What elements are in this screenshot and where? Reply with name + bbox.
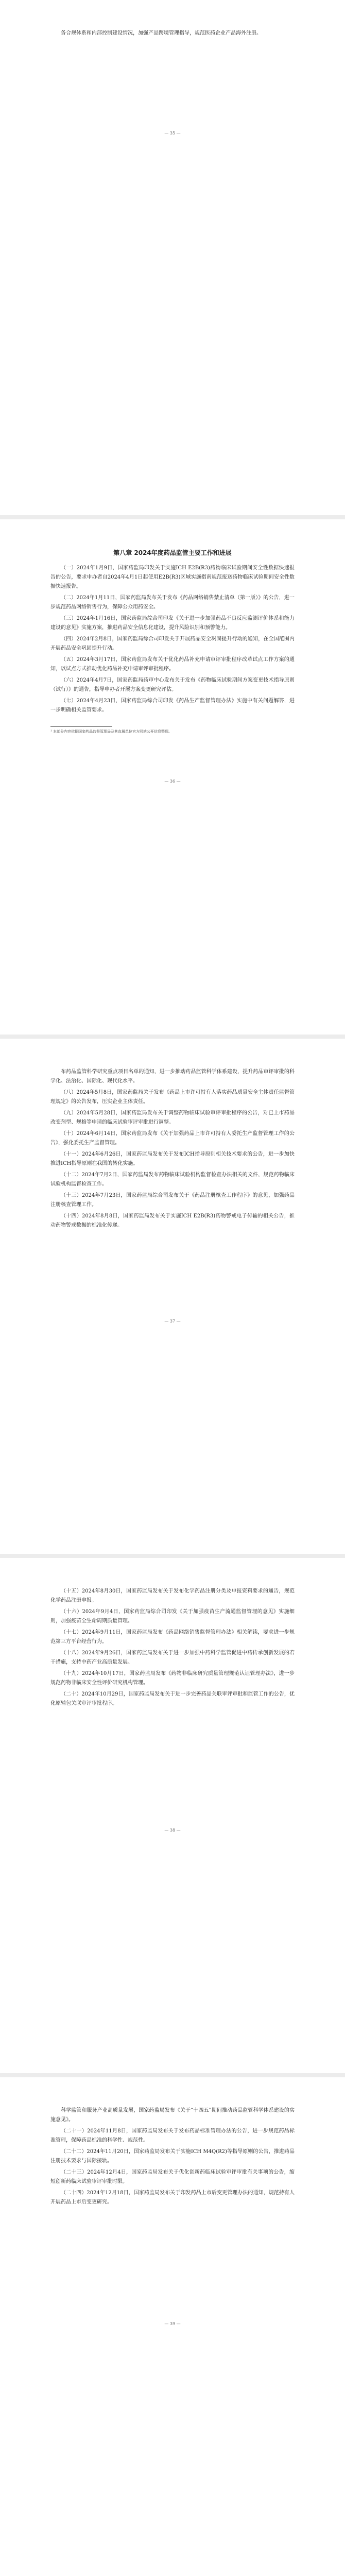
footnote-divider [50,726,112,727]
paragraph: （二十二）2024年11月20日，国家药监局发布关于实施ICH M4Q(R2)等指导原则的公告，推进药品注册技术要求与国际接轨。 [50,2149,295,2164]
paragraph: 布药品监管科学研究重点项目名单的通知，进一步推动药品监管科学体系建设，提升药品审评审批的科学化、法治化、国际化、现代化水平。 [50,1069,295,1084]
paragraph: （十四）2024年8月8日，国家药监局发布关于实施ICH E2B(R3)药物警戒电子传输的相关公告，推动药物警戒数据的标准化传递。 [50,1213,295,1228]
paragraph: （十五）2024年8月30日，国家药监局发布关于发布化学药品注册分类及申报资料要求的通告，规范化学药品注册申报。 [50,1588,295,1603]
paragraph: （十七）2024年9月11日，国家药监局发布《药品网络销售监督管理办法》相关解读，要求进一步规范第三方平台经营行为。 [50,1630,295,1645]
paragraph: （二十三）2024年12月4日，国家药监局发布关于优化创新药临床试验审评审批有关事项的公告，缩短创新药临床试验审评审批时限。 [50,2170,295,2184]
paragraph: （十八）2024年9月26日，国家药监局发布关于进一步加强中药科学监管促进中药传承创新发展的若干措施，支持中药产业高质量发展。 [50,1650,295,1665]
paragraph: （七）2024年4月23日，国家药监局综合司印发《药品生产监督管理办法》实施中有关问题解答，进一步明确相关监管要求。 [50,698,295,713]
page-number: — 38 — [164,1828,181,1833]
paragraph: 科学监管和服务产业高质量发展，国家药监局发布《关于“十四五”期间推动药品监管科学体系建设的实施意见》。 [50,2108,295,2123]
page-1-body [50,29,295,38]
page-3-body [50,1067,295,1230]
paragraph: （二）2024年1月11日，国家药监局发布关于发布《药品网络销售禁止清单（第一版）》的公告，进一步规范药品网络销售行为，保障公众用药安全。 [50,595,295,610]
paragraph: （十三）2024年7月23日，国家药监局综合司发布关于《药品注册核查工作程序》的意见，加强药品注册核查管理工作。 [50,1193,295,1208]
footnote: ¹ 本部分内容依据国家药品监督管理局及其直属单位官方网站公开信息整理。 [50,730,173,734]
page-2-body [50,564,295,715]
document-page-3 [0,1039,345,1558]
page-number: — 36 — [164,779,181,784]
paragraph: （四）2024年2月8日，国家药监局综合司印发关于开展药品安全巩固提升行动的通知，在全国范围内开展药品安全巩固提升行动。 [50,636,295,651]
paragraph: （二十一）2024年11月8日，国家药监局发布关于发布药品标准管理办法的公告，进一步规范药品标准管理，保障药品标准的科学性、规范性。 [50,2128,295,2143]
paragraph: （一）2024年1月9日，国家药监局印发关于实施ICH E2B(R3)药物临床试验期间安全性数据快速报告的公告，要求申办者自2024年4月1日起使用E2B(R3)区域实施指南规范报送药物临床试验期间安全性数据快速报告。 [50,565,295,589]
section-title: 第八章 2024年度药品监管主要工作和进展 [113,549,232,556]
paragraph: （六）2024年4月7日，国家药监局药审中心发布关于发布《药物临床试验期间方案变更技术指导原则（试行）》的通告，指导申办者开展方案变更研究评估。 [50,677,295,692]
page-number: — 35 — [164,131,181,135]
paragraph: （十九）2024年10月17日，国家药监局发布《药物非临床研究质量管理规范认证管理办法》，进一步规范药物非临床安全性评价研究机构管理。 [50,1671,295,1686]
page-4-body [50,1587,295,1708]
page-number: — 39 — [164,2321,181,2326]
paragraph: （十二）2024年7月2日，国家药监局发布药物临床试验机构监督检查办法相关的文件，规范药物临床试验机构监督检查工作。 [50,1172,295,1187]
paragraph: 务合规体系和内部控制建设情况，加强产品跨境管理指导，规范医药企业产品海外注册。 [61,30,262,36]
paragraph: （三）2024年1月16日，国家药监局综合司印发《关于进一步加强药品不良反应监测评价体系和能力建设的意见》实施方案，推进药品安全信息化建设，提升风险识别和预警能力。 [50,616,295,631]
document-page-5 [0,2077,345,2576]
paragraph: （五）2024年3月17日，国家药监局发布关于优化药品补充申请审评审批程序改革试点工作方案的通知，以试点方式推动优化药品补充申请审评审批程序。 [50,657,295,672]
page-number: — 37 — [164,1319,181,1324]
document-page-2 [0,519,345,1039]
paragraph: （十一）2024年6月26日，国家药监局发布关于发布ICH指导原则相关技术要求的公告，进一步加快推进ICH指导原则在我国的转化实施。 [50,1151,295,1166]
paragraph: （十）2024年6月14日，国家药监局发布《关于加强药品上市许可持有人委托生产监督管理工作的公告》，强化委托生产监督管理。 [50,1131,295,1146]
paragraph: （二十）2024年10月29日，国家药监局发布关于进一步完善药品关联审评审批和监管工作的公告，优化原辅包关联审评审批程序。 [50,1691,295,1706]
paragraph: （九）2024年5月28日，国家药监局发布关于调整药物临床试验审评审批程序的公告，对已上市药品改变剂型、规格等申请的临床试验审评审批进行调整。 [50,1110,295,1125]
document-page-1 [0,0,345,519]
paragraph: （二十四）2024年12月18日，国家药监局发布关于印发药品上市后变更管理办法的通知，规范持有人开展药品上市后变更研究。 [50,2190,295,2205]
document-page-4 [0,1558,345,2077]
paragraph: （八）2024年5月8日，国家药监局关于发布《药品上市许可持有人落实药品质量安全主体责任监督管理规定》的公告发布，压实企业主体责任。 [50,1090,295,1105]
paragraph: （十六）2024年9月4日，国家药监局综合司印发《关于加强疫苗生产流通监督管理的意见》实施细则，加强疫苗全生命周期质量管理。 [50,1609,295,1624]
page-5-body [50,2106,295,2207]
